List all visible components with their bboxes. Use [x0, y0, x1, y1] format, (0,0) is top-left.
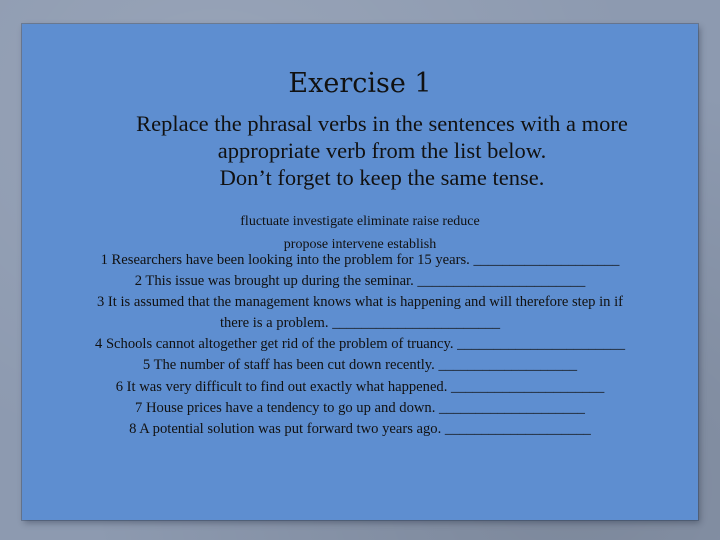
instructions: [82, 110, 682, 191]
word-list-row: propose intervene establish: [283, 237, 437, 252]
instruction-line: Don’t forget to keep the same tense.: [219, 165, 545, 190]
sentence-list: [30, 250, 690, 440]
sentence-item: 8 A potential solution was put forward two years ago. ____________________: [129, 420, 591, 437]
word-list-row: fluctuate investigate eliminate raise reduce: [240, 214, 480, 229]
sentence-item: 2 This issue was brought up during the seminar. _______________________: [134, 273, 586, 290]
instruction-line: Replace the phrasal verbs in the sentences with a more: [136, 111, 628, 136]
instruction-line: appropriate verb from the list below.: [217, 138, 547, 163]
sentence-item: 3 It is assumed that the management knows what is happening and will therefore step in if: [96, 294, 624, 311]
sentence-item: there is a problem. _______________________: [219, 315, 501, 332]
exercise-title: Exercise 1: [288, 68, 432, 99]
sentence-item: 6 It was very difficult to find out exactly what happened. _____________________: [115, 378, 605, 395]
sentence-item: 1 Researchers have been looking into the problem for 15 years. ____________________: [100, 252, 620, 268]
sentence-item: 4 Schools cannot altogether get rid of the problem of truancy. _______________________: [95, 336, 625, 353]
sentence-item: 7 House prices have a tendency to go up and down. ____________________: [135, 399, 585, 416]
sentence-item: 5 The number of staff has been cut down recently. ___________________: [142, 357, 578, 374]
